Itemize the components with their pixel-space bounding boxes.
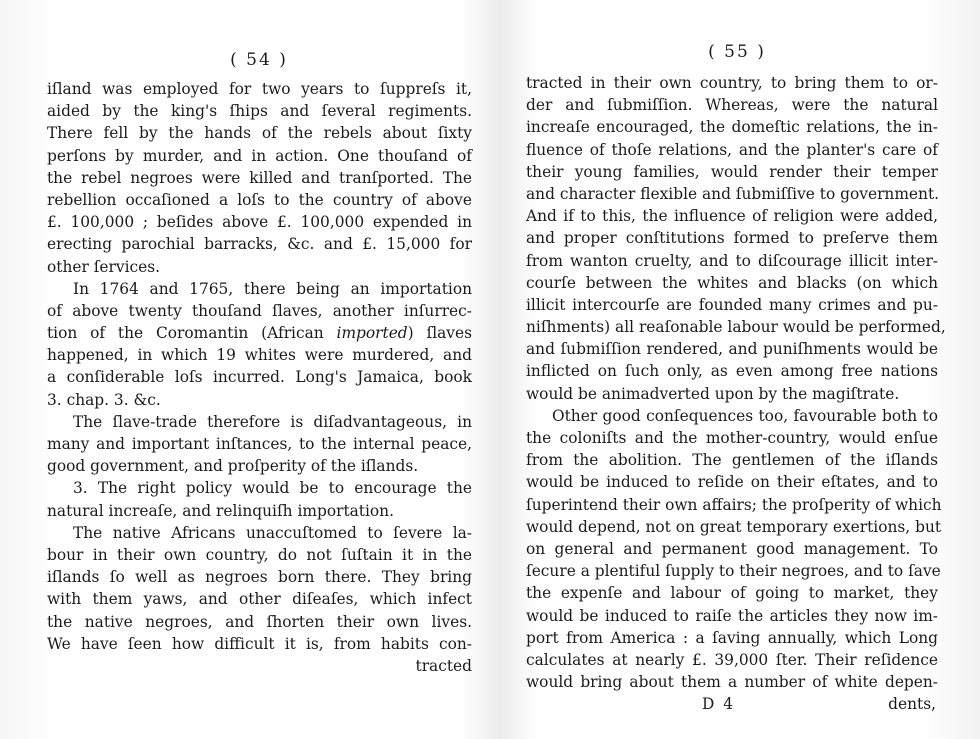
text-line: inflicted on ſuch only, as even among free nations <box>526 362 938 381</box>
text-line: would depend, not on great temporary exertions, but <box>526 517 942 536</box>
left-page <box>44 0 474 739</box>
text-line: bour in their own country, do not ſuſtain it in the <box>47 545 472 564</box>
text-line: and proper conſtitutions formed to preſerve them <box>526 229 938 248</box>
text-line: courſe between the whites and blacks (on which <box>526 273 938 292</box>
page-number-right: ( 55 ) <box>708 42 766 62</box>
catchword: dents, <box>888 695 936 714</box>
catchword: tracted <box>415 656 472 675</box>
text-line: aided by the king's ſhips and ſeveral regiments. <box>47 102 472 121</box>
text-line: The native Africans unaccuſtomed to ſevere la- <box>73 523 472 542</box>
text-line: the rebel negroes were killed and tranſported. The <box>47 168 472 187</box>
text-line: of above twenty thouſand ſlaves, another inſurrec- <box>47 301 472 320</box>
text-line: would bring about them a number of white depen- <box>526 673 938 692</box>
text-line: the coloniſts and the mother-country, would enſue <box>526 429 938 447</box>
right-page-text <box>526 72 946 693</box>
text-line: And if to this, the influence of religion were added, <box>526 207 938 226</box>
text-line: good government, and proſperity of the iſlands. <box>47 457 419 476</box>
text-line: calculates at nearly £. 39,000 ſter. Their reſidence <box>526 650 938 669</box>
text-line: on general and permanent good management. To <box>526 539 938 558</box>
text-line: would be induced to raiſe the articles they now im- <box>526 606 938 625</box>
text-line: tracted in their own country, to bring them to or- <box>526 74 938 92</box>
text-line: ſecure a plentiful ſupply to their negroes, and to ſave <box>526 562 941 581</box>
text-line: would be induced to reſide on their eſtates, and to <box>526 473 938 492</box>
text-line: 3. chap. 3. &c. <box>47 390 161 409</box>
text-line: the native negroes, and ſhorten their own lives. <box>47 612 472 631</box>
text-line: would be animadverted upon by the magiſtrate. <box>526 384 900 403</box>
text-line: iſland was employed for two years to ſuppreſs it, <box>47 80 472 98</box>
left-page-text <box>47 78 472 677</box>
italic-word: imported <box>336 324 408 343</box>
text-line: many and important inſtances, to the internal peace, <box>47 435 472 453</box>
page-number-left: ( 54 ) <box>230 50 288 70</box>
text-line: and ſubmiſſion rendered, and puniſhments would be <box>526 340 938 359</box>
text-line: their young families, would render their temper <box>526 162 938 181</box>
text-line: Other good conſequences too, favourable both to <box>552 406 938 425</box>
text-line: happened, in which 19 whites were murdered, and <box>47 346 472 365</box>
text-line: 3. The right policy would be to encourage the <box>73 479 472 498</box>
right-page <box>522 0 946 739</box>
text-line: tion of the Coromantin (African imported) ſlaves <box>47 324 472 343</box>
text-line: port from America : a ſaving annually, which Long <box>526 628 938 647</box>
text-line: In 1764 and 1765, there being an importation <box>73 279 472 298</box>
text-line: There fell by the hands of the rebels about ſixty <box>47 124 472 143</box>
text-line: the expenſe and labour of going to market, they <box>526 584 938 603</box>
text-line: with them yaws, and other diſeaſes, which infect <box>47 590 472 609</box>
text-line: from the abolition. The gentlemen of the iſlands <box>526 451 938 470</box>
text-line: and character flexible and ſubmiſſive to government. <box>526 184 940 203</box>
text-line: niſhments) all reaſonable labour would be performed, <box>526 318 946 337</box>
text-line: erecting parochial barracks, &c. and £. 15,000 for <box>47 235 472 254</box>
text-line: rebellion occaſioned a loſs to the country of above <box>47 190 472 209</box>
text-line: a conſiderable loſs incurred. Long's Jamaica, book <box>47 368 472 387</box>
signature-mark: D 4 <box>702 695 736 714</box>
text-line: other ſervices. <box>47 257 161 276</box>
page-footer <box>522 693 942 715</box>
text-line: iſlands ſo well as negroes born there. They bring <box>47 568 472 587</box>
text-line: fluence of thoſe relations, and the planter's care of <box>526 140 938 159</box>
text-line: der and ſubmiſſion. Whereas, were the natural <box>526 96 938 115</box>
text-line: natural increaſe, and relinquiſh importation. <box>47 501 394 520</box>
text-line: £. 100,000 ; beſides above £. 100,000 expended in <box>47 213 472 232</box>
text-line: illicit intercourſe are founded many crimes and pu- <box>526 295 938 314</box>
text-line: from wanton cruelty, and to diſcourage illicit inter- <box>526 251 938 270</box>
text-line: perſons by murder, and in action. One thouſand of <box>47 146 472 165</box>
text-line: ſuperintend their own affairs; the proſperity of which <box>526 495 942 514</box>
text-line: The ſlave-trade therefore is diſadvantageous, in <box>73 412 472 431</box>
text-line: We have ſeen how difficult it is, from habits con- <box>47 634 472 653</box>
text-line: increaſe encouraged, the domeſtic relations, the in- <box>526 118 938 137</box>
